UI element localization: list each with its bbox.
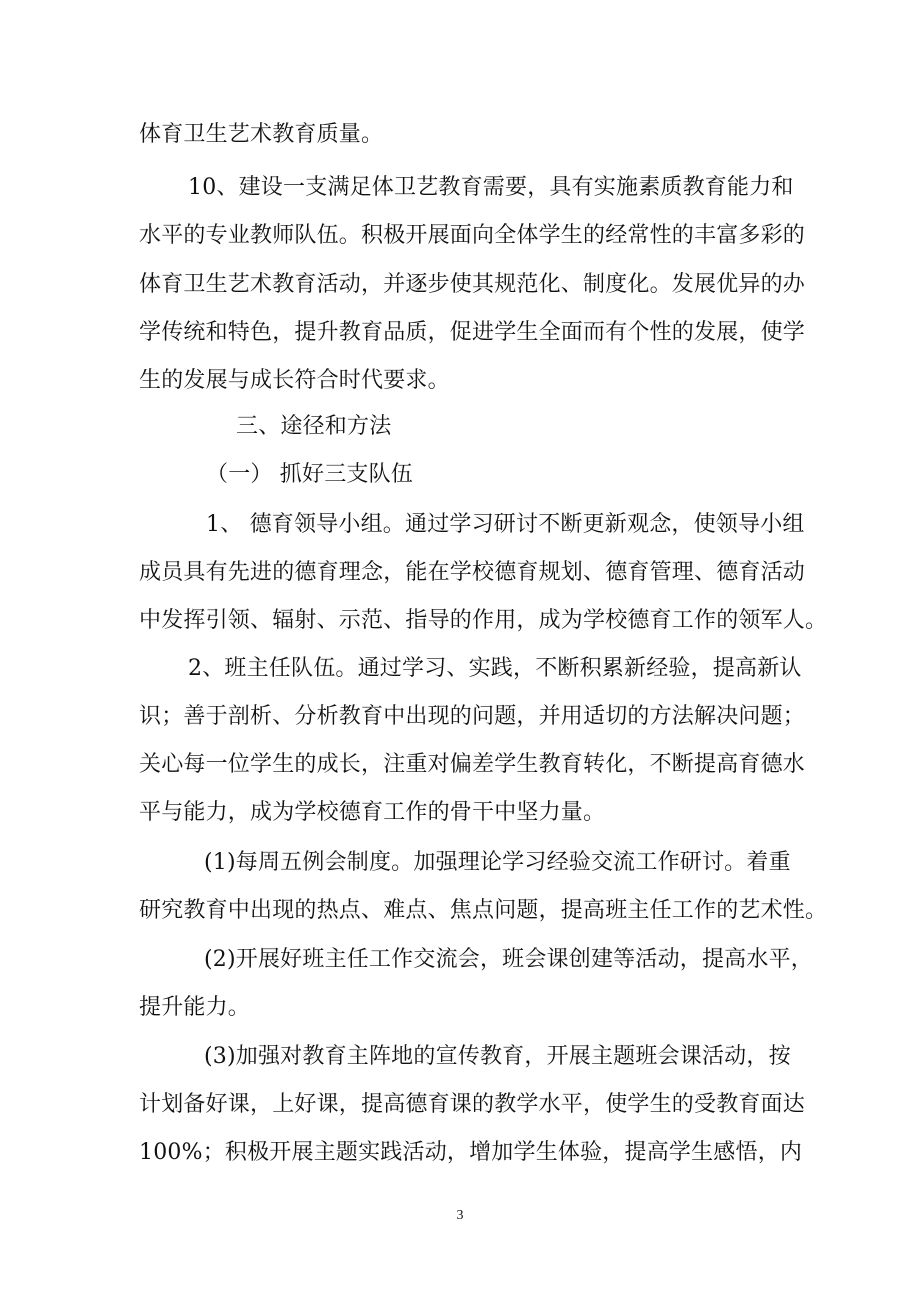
paragraph-line: (1)每周五例会制度。加强理论学习经验交流工作研讨。着重 xyxy=(204,850,791,875)
paragraph-line: 生的发展与成长符合时代要求。 xyxy=(139,368,450,393)
subsection-heading: （一） 抓好三支队伍 xyxy=(206,462,413,487)
paragraph-line: 体育卫生艺术教育活动，并逐步使其规范化、制度化。发展优异的办 xyxy=(139,272,806,297)
paragraph-line: 平与能力，成为学校德育工作的骨干中坚力量。 xyxy=(139,800,606,825)
paragraph-line: 体育卫生艺术教育质量。 xyxy=(139,122,384,147)
paragraph-line: 成员具有先进的德育理念，能在学校德育规划、德育管理、德育活动 xyxy=(139,560,806,585)
paragraph-line: 学传统和特色，提升教育品质，促进学生全面而有个性的发展，使学 xyxy=(139,320,806,345)
paragraph-line: (3)加强对教育主阵地的宣传教育，开展主题班会课活动，按 xyxy=(204,1044,791,1069)
section-heading: 三、途径和方法 xyxy=(236,414,392,439)
paragraph-line: 计划备好课，上好课，提高德育课的教学水平，使学生的受教育面达 xyxy=(139,1092,806,1117)
paragraph-line: 100%；积极开展主题实践活动，增加学生体验，提高学生感悟，内 xyxy=(139,1140,803,1165)
paragraph-line: 关心每一位学生的成长，注重对偏差学生教育转化，不断提高育德水 xyxy=(139,752,806,777)
paragraph-line: (2)开展好班主任工作交流会，班会课创建等活动，提高水平， xyxy=(204,947,813,972)
page-number: 3 xyxy=(456,1208,464,1223)
paragraph-line: 研究教育中出现的热点、难点、焦点问题，提高班主任工作的艺术性。 xyxy=(139,898,828,923)
paragraph-line: 识；善于剖析、分析教育中出现的问题，并用适切的方法解决问题； xyxy=(139,704,806,729)
paragraph-line: 1、 德育领导小组。通过学习研讨不断更新观念，使领导小组 xyxy=(206,512,805,537)
paragraph-line: 2、班主任队伍。通过学习、实践，不断积累新经验，提高新认 xyxy=(188,656,802,681)
paragraph-line: 提升能力。 xyxy=(139,995,251,1020)
paragraph-line: 10、建设一支满足体卫艺教育需要，具有实施素质教育能力和 xyxy=(188,175,794,200)
paragraph-line: 水平的专业教师队伍。积极开展面向全体学生的经常性的丰富多彩的 xyxy=(139,223,806,248)
paragraph-line: 中发挥引领、辐射、示范、指导的作用，成为学校德育工作的领军人。 xyxy=(139,608,828,633)
